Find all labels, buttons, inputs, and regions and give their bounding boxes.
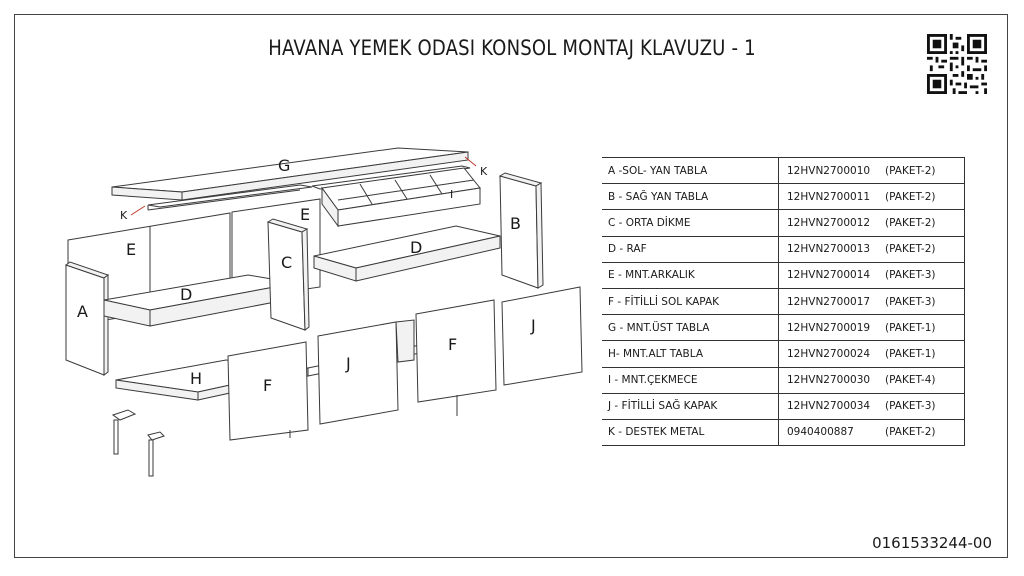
page-title: HAVANA YEMEK ODASI KONSOL MONTAJ KLAVUZU - 1 — [268, 36, 756, 60]
part-package: (PAKET-2) — [875, 184, 965, 210]
part-code: 12HVN2700017 — [787, 295, 871, 308]
label-a: A — [77, 302, 88, 321]
label-g: G — [278, 156, 291, 175]
part-name: C - ORTA DİKME — [602, 210, 779, 236]
label-e-mid: E — [300, 205, 311, 224]
part-name: E - MNT.ARKALIK — [602, 262, 779, 288]
part-code: 12HVN2700010 — [787, 164, 871, 177]
part-name: K - DESTEK METAL — [602, 419, 779, 445]
part-name: G - MNT.ÜST TABLA — [602, 315, 779, 341]
table-row — [602, 262, 965, 288]
table-row — [602, 367, 965, 393]
part-package: (PAKET-4) — [875, 367, 965, 393]
document-code: 0161533244-00 — [872, 534, 992, 552]
part-code: 12HVN2700011 — [787, 190, 871, 203]
table-row — [602, 315, 965, 341]
label-f-left: F — [263, 376, 273, 395]
table-row — [602, 288, 965, 314]
part-code: 12HVN2700013 — [787, 243, 871, 256]
label-j-right: J — [531, 316, 536, 335]
label-e-left: E — [126, 240, 137, 259]
part-name: I - MNT.ÇEKMECE — [602, 367, 779, 393]
part-name: H- MNT.ALT TABLA — [602, 341, 779, 367]
leader-line-k-right — [465, 157, 476, 166]
middle-divider-c — [268, 219, 309, 330]
part-package: (PAKET-3) — [875, 288, 965, 314]
part-name: A -SOL- YAN TABLA — [602, 158, 779, 184]
label-j-mid: J — [346, 354, 351, 373]
part-code: 12HVN2700012 — [787, 216, 871, 229]
table-row — [602, 341, 965, 367]
part-name: J - FİTİLLİ SAĞ KAPAK — [602, 393, 779, 419]
door-f-right — [416, 300, 496, 416]
part-code: 12HVN2700024 — [787, 347, 871, 360]
door-j-right — [502, 287, 582, 385]
part-code: 12HVN2700030 — [787, 374, 871, 387]
label-b: B — [510, 214, 521, 233]
label-d-left: D — [180, 285, 193, 304]
part-package: (PAKET-2) — [875, 210, 965, 236]
part-code: 12HVN2700034 — [787, 400, 871, 413]
part-package: (PAKET-3) — [875, 393, 965, 419]
leader-line-k-left — [131, 206, 145, 215]
right-side-panel-b — [500, 173, 543, 288]
label-c: C — [281, 253, 293, 272]
part-code: 12HVN2700019 — [787, 321, 871, 334]
part-code: 12HVN2700014 — [787, 269, 871, 282]
label-f-right: F — [448, 335, 458, 354]
part-package: (PAKET-1) — [875, 341, 965, 367]
right-shelf-d — [314, 226, 500, 281]
table-row — [602, 419, 965, 445]
part-package: (PAKET-2) — [875, 236, 965, 262]
part-name: B - SAĞ YAN TABLA — [602, 184, 779, 210]
part-package: (PAKET-2) — [875, 419, 965, 445]
metal-support-k — [113, 410, 164, 476]
parts-list-table — [602, 157, 965, 446]
part-name: F - FİTİLLİ SOL KAPAK — [602, 288, 779, 314]
table-row — [602, 393, 965, 419]
label-k-right: K — [480, 165, 488, 178]
label-d-right: D — [410, 238, 423, 257]
label-i: I — [450, 188, 454, 201]
part-code: 0940400887 — [787, 426, 854, 439]
part-package: (PAKET-2) — [875, 158, 965, 184]
door-j-middle — [318, 320, 414, 424]
table-row — [602, 236, 965, 262]
part-name: D - RAF — [602, 236, 779, 262]
label-h: H — [190, 369, 203, 388]
part-package: (PAKET-1) — [875, 315, 965, 341]
table-row — [602, 158, 965, 184]
part-package: (PAKET-3) — [875, 262, 965, 288]
table-row — [602, 210, 965, 236]
table-row — [602, 184, 965, 210]
label-k-left: K — [120, 209, 128, 222]
